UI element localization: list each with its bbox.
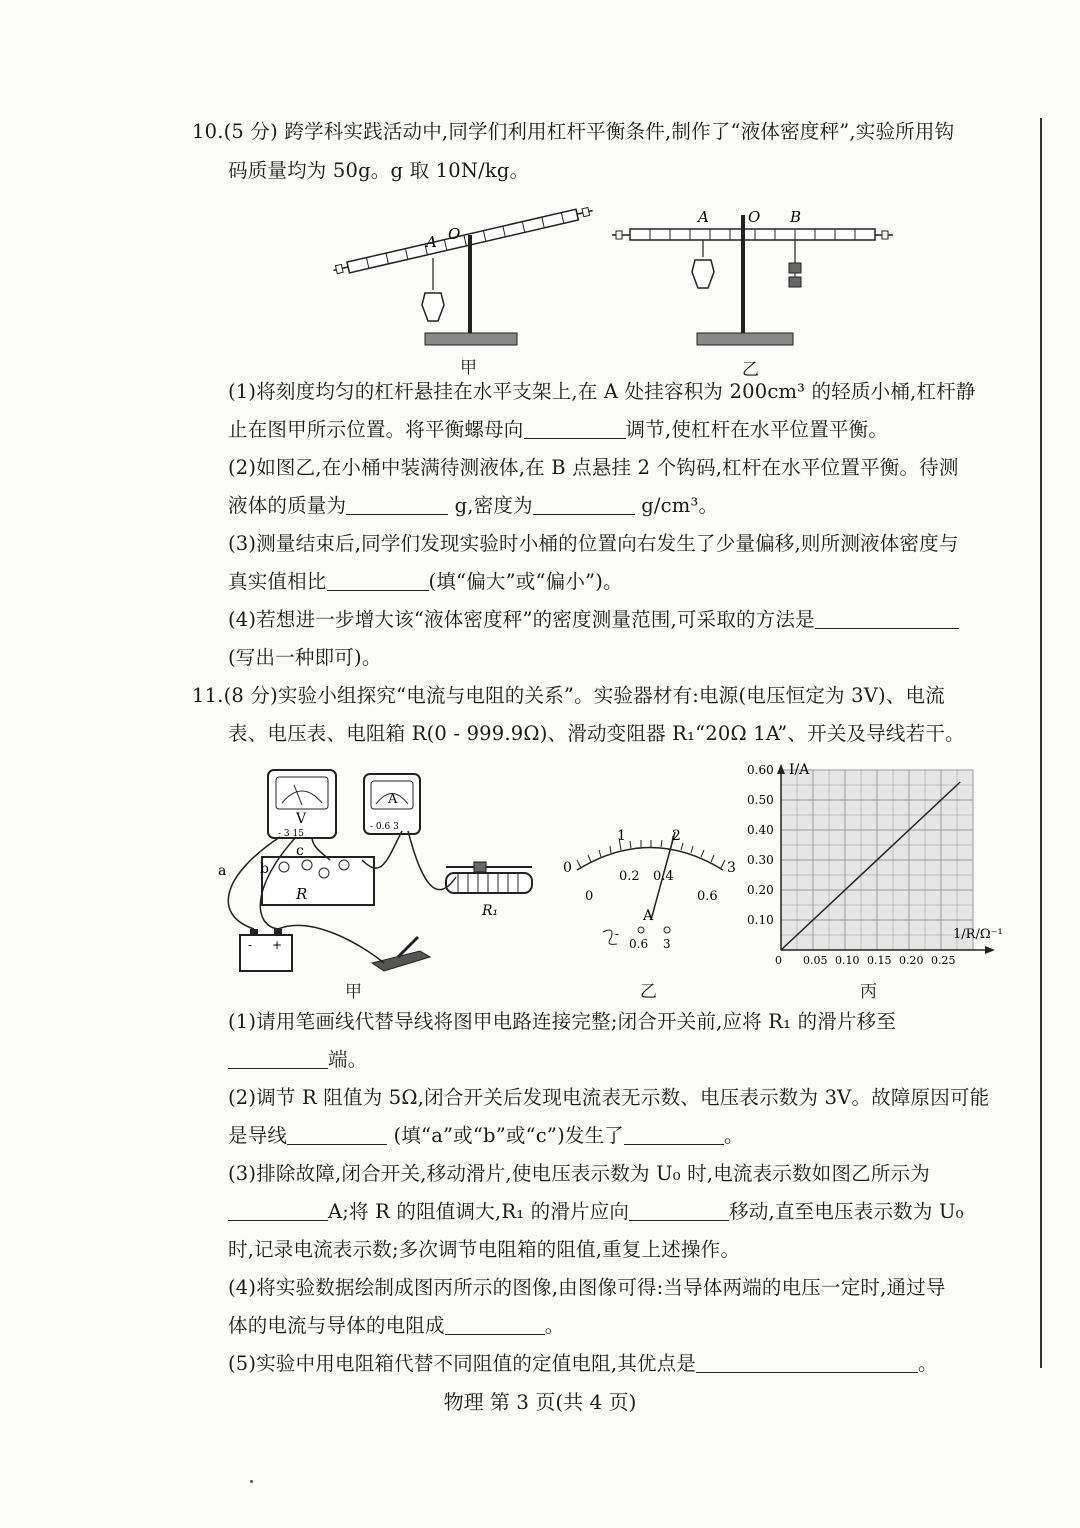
q11-figure-jia-caption: 甲 <box>345 982 362 1002</box>
q10-figure-yi-caption: 乙 <box>742 360 759 380</box>
q10-part1-line1: (1)将刻度均匀的杠杆悬挂在水平支架上,在 A 处挂容积为 200cm³ 的轻质小桶,杠杆静 <box>228 380 976 403</box>
x-axis-label: 1/R/Ω⁻¹ <box>953 927 1003 942</box>
ammeter <box>364 774 420 834</box>
small-bucket <box>422 293 444 321</box>
svg-text:R₁: R₁ <box>482 903 499 919</box>
svg-text:a: a <box>218 863 227 879</box>
q11-part3-line1: (3)排除故障,闭合开关,移动滑片,使电压表示数为 U₀ 时,电流表示数如图乙所示为 <box>228 1162 930 1185</box>
q10-part2-text-b: g,密度为 <box>454 494 533 517</box>
q10-figure-yi <box>610 205 895 357</box>
x-tick-label: 0.05 <box>803 954 828 967</box>
q11-part4-text-a: 体的电流与导体的电阻成 <box>228 1314 445 1337</box>
svg-text:R: R <box>296 885 308 903</box>
y-tick-label: 0.50 <box>747 793 774 807</box>
q10-part1-text-a: 止在图甲所示位置。将平衡螺母向 <box>228 418 524 441</box>
answer-blank[interactable] <box>524 418 626 439</box>
hook-weight-2 <box>789 277 801 287</box>
q11-part1-line1: (1)请用笔画线代替导线将图甲电路连接完整;闭合开关前,应将 R₁ 的滑片移至 <box>228 1010 897 1033</box>
q11-part4-line2 <box>228 1312 564 1340</box>
svg-text:0.6: 0.6 <box>629 937 649 951</box>
answer-blank[interactable] <box>696 1352 918 1373</box>
q11-part2-line2 <box>228 1122 744 1150</box>
q10-part2-text-c: g/cm³。 <box>641 494 719 517</box>
svg-text:3: 3 <box>663 937 671 951</box>
svg-text:A: A <box>643 908 654 924</box>
q10-stem-line2: 码质量均为 50g。g 取 10N/kg。 <box>228 159 530 182</box>
svg-text:- 3 15: - 3 15 <box>278 829 304 839</box>
small-bucket <box>692 260 714 288</box>
svg-text:1: 1 <box>617 828 626 844</box>
svg-text:- 0.6 3: - 0.6 3 <box>370 822 399 832</box>
answer-blank[interactable] <box>445 1314 545 1335</box>
answer-blank[interactable] <box>815 608 959 629</box>
q10-part2-line2 <box>228 492 718 520</box>
svg-text:b: b <box>260 861 269 877</box>
q10-part1-line2 <box>228 416 888 444</box>
q11-part4-line1: (4)将实验数据绘制成图丙所示的图像,由图像可得:当导体两端的电压一定时,通过导 <box>228 1276 946 1299</box>
q11-part5-text-b: 。 <box>918 1352 938 1375</box>
origin-label: 0 <box>775 954 782 967</box>
q11-part2-line1: (2)调节 R 阻值为 5Ω,闭合开关后发现电流表无示数、电压表示数为 3V。故障原因可能 <box>228 1086 990 1109</box>
q11-figure-bing-caption: 丙 <box>860 982 877 1002</box>
q11-part5-line1 <box>228 1350 938 1378</box>
q10-stem-line1: 10.(5 分) 跨学科实践活动中,同学们利用杠杆平衡条件,制作了“液体密度秤”,实验所用钩 <box>192 120 955 143</box>
q11-part5-text-a: (5)实验中用电阻箱代替不同阻值的定值电阻,其优点是 <box>228 1352 697 1375</box>
switch <box>372 937 430 971</box>
q11-stem-line2: 表、电压表、电阻箱 R(0 - 999.9Ω)、滑动变阻器 R₁“20Ω 1A”、开关及导线若干。 <box>228 722 965 745</box>
svg-text:0.4: 0.4 <box>653 869 674 884</box>
q11-figure-bing-graph <box>745 760 1035 975</box>
q10-part2-text-a: 液体的质量为 <box>228 494 347 517</box>
svg-text:V: V <box>296 811 307 827</box>
x-tick-label: 0.15 <box>867 954 892 967</box>
q11-part3-text-b: 移动,直至电压表示数为 U₀ <box>729 1200 964 1223</box>
answer-blank[interactable] <box>228 1200 328 1221</box>
answer-blank[interactable] <box>228 1048 328 1069</box>
page-footer: 物理 第 3 页(共 4 页) <box>443 1390 637 1414</box>
x-tick-label: 0.25 <box>931 954 956 967</box>
voltmeter <box>268 770 336 839</box>
answer-blank[interactable] <box>624 1124 724 1145</box>
q10-part4-text-a: (4)若想进一步增大该“液体密度秤”的密度测量范围,可采取的方法是 <box>228 608 815 631</box>
q10-part4-line2: (写出一种即可)。 <box>228 646 382 669</box>
resistance-box <box>262 857 374 905</box>
y-tick-label: 0.20 <box>747 883 774 897</box>
q11-part3-line2 <box>228 1198 964 1226</box>
y-tick-label: 0.10 <box>747 913 774 927</box>
q11-part3-line3: 时,记录电流表示数;多次调节电阻箱的阻值,重复上述操作。 <box>228 1238 741 1261</box>
svg-text:-: - <box>248 938 253 952</box>
y-tick-label: 0.40 <box>747 823 774 837</box>
right-margin-rule <box>1040 118 1042 1368</box>
answer-blank[interactable] <box>629 1200 729 1221</box>
q10-figure-jia-caption: 甲 <box>460 358 477 378</box>
label-B: B <box>790 208 802 226</box>
support-base <box>697 333 793 345</box>
svg-text:A: A <box>388 792 398 807</box>
hook-weight-1 <box>789 263 801 273</box>
q11-figure-yi-ammeter-dial <box>555 820 745 960</box>
stray-dot <box>250 1480 253 1483</box>
battery <box>240 929 292 971</box>
rheostat-R1 <box>446 862 532 919</box>
x-tick-label: 0.10 <box>835 954 860 967</box>
q11-part1-line2 <box>228 1046 367 1074</box>
svg-text:2: 2 <box>672 828 681 844</box>
answer-blank[interactable] <box>346 494 448 515</box>
q10-part3-line2 <box>228 568 623 596</box>
y-tick-label: 0.30 <box>747 853 774 867</box>
q11-part2-text-c: 。 <box>723 1124 744 1147</box>
answer-blank[interactable] <box>327 570 429 591</box>
svg-text:-: - <box>615 927 620 941</box>
answer-blank[interactable] <box>287 1124 387 1145</box>
label-A: A <box>426 233 437 251</box>
svg-text:0.2: 0.2 <box>619 869 640 884</box>
q11-figure-yi-caption: 乙 <box>640 982 657 1002</box>
q11-stem-line1: 11.(8 分)实验小组探究“电流与电阻的关系”。实验器材有:电源(电压恒定为 3V)、电流 <box>192 684 945 707</box>
q10-part3-text-a: 真实值相比 <box>228 570 327 593</box>
q10-part3-line1: (3)测量结束后,同学们发现实验时小桶的位置向右发生了少量偏移,则所测液体密度与 <box>228 532 959 555</box>
label-O: O <box>748 208 761 226</box>
q10-part3-text-b: (填“偏大”或“偏小”)。 <box>428 570 623 593</box>
x-tick-label: 0.20 <box>899 954 924 967</box>
tilted-lever <box>332 206 594 277</box>
svg-text:0: 0 <box>585 889 594 904</box>
q10-figure-jia <box>330 195 600 360</box>
svg-text:0.6: 0.6 <box>697 889 718 904</box>
q11-part1-text: 端。 <box>328 1048 368 1071</box>
svg-text:0: 0 <box>563 860 572 876</box>
label-O: O <box>448 225 461 243</box>
y-axis-label: I/A <box>789 762 810 778</box>
q10-part4-line1 <box>228 606 959 634</box>
q10-part1-text-b: 调节,使杠杆在水平位置平衡。 <box>625 418 889 441</box>
q10-part2-line1: (2)如图乙,在小桶中装满待测液体,在 B 点悬挂 2 个钩码,杠杆在水平位置平衡。待测 <box>228 456 959 479</box>
q11-figure-jia-circuit <box>212 765 557 980</box>
q11-part2-text-b: (填“a”或“b”或“c”)发生了 <box>393 1124 624 1147</box>
svg-text:3: 3 <box>727 860 736 876</box>
label-A: A <box>698 208 709 226</box>
support-base <box>425 333 517 345</box>
q11-part4-text-b: 。 <box>544 1314 565 1337</box>
svg-text:+: + <box>272 938 283 952</box>
q11-part2-text-a: 是导线 <box>228 1124 288 1147</box>
q11-part3-text-a: A;将 R 的阻值调大,R₁ 的滑片应向 <box>328 1200 630 1223</box>
y-tick-label: 0.60 <box>747 763 774 777</box>
answer-blank[interactable] <box>533 494 635 515</box>
svg-text:c: c <box>296 843 304 859</box>
